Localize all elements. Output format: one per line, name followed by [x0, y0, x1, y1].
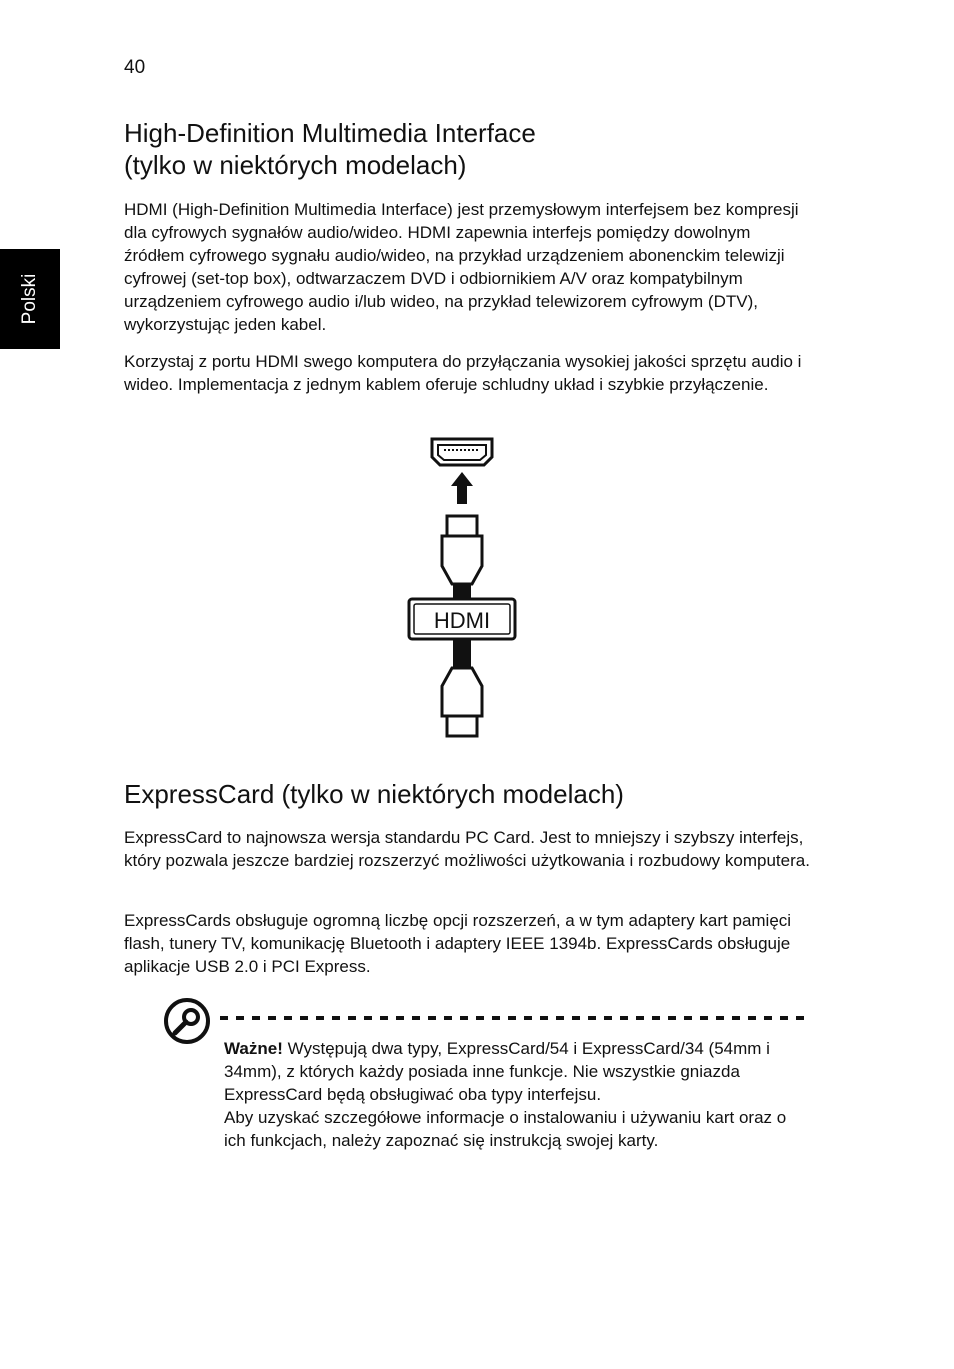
insert-arrow-icon — [451, 472, 473, 504]
hdmi-title-line2: (tylko w niektórych modelach) — [124, 150, 467, 180]
expresscard-paragraph-2: ExpressCards obsługuje ogromną liczbę opcji rozszerzeń, a w tym adaptery kart pamięci flash, tunery TV, komunikację Bluetooth i adaptery IEEE 1394b. ExpressCards obsługuje aplikacje USB 2.0 i PCI Express. — [124, 911, 792, 976]
hdmi-port-icon — [432, 439, 492, 465]
hdmi-plug-bottom-icon — [442, 640, 482, 736]
page-number: 40 — [124, 57, 146, 78]
expresscard-section-title: ExpressCard (tylko w niektórych modelach) — [124, 779, 624, 809]
hdmi-paragraph-1: HDMI (High-Definition Multimedia Interface) jest przemysłowym interfejsem bez kompresji dla cyfrowych sygnałów audio/wideo. HDMI zapewnia interfejs pomiędzy dowolnym źródłem cyfrowego sygnału audio/wideo, na przykład urządzeniem abonenckim telewizji cyfrowej (set-top box), odtwarzaczem DVD i odbiornikiem A/V oraz kompatybilnym urządzeniem cyfrowego audio i/lub wideo, na przykład telewizorem cyfrowym (DTV), wykorzystując jeden kabel. — [124, 200, 799, 334]
language-label: Polski — [19, 273, 40, 325]
important-note-icon — [163, 997, 211, 1045]
note-text-2: Aby uzyskać szczegółowe informacje o instalowaniu i używaniu kart oraz o ich funkcjach, należy zapoznać się instrukcją swojej karty. — [224, 1108, 787, 1150]
hdmi-title-line1: High-Definition Multimedia Interface — [124, 118, 536, 148]
expresscard-paragraph-1: ExpressCard to najnowsza wersja standardu PC Card. Jest to mniejszy i szybszy interfejs, który pozwala jeszcze bardziej rozszerzyć możliwości użytkowania i rozbudowy komputera. — [124, 828, 810, 870]
note-text-1: Występują dwa typy, ExpressCard/54 i ExpressCard/34 (54mm i 34mm), z których każdy posiada inne funkcje. Nie wszystkie gniazda ExpressCard będą obsługiwać oba typy interfejsu. — [224, 1039, 770, 1104]
note-separator — [220, 1015, 808, 1021]
hdmi-plug-top-icon — [442, 516, 482, 598]
language-side-tab — [0, 249, 60, 349]
hdmi-section-title — [124, 117, 536, 181]
important-note — [224, 1037, 804, 1152]
hdmi-paragraph-2: Korzystaj z portu HDMI swego komputera do przyłączania wysokiej jakości sprzętu audio i wideo. Implementacja z jednym kablem oferuje schludny układ i szybkie przyłączenie. — [124, 352, 802, 394]
hdmi-connector-illustration — [400, 432, 525, 742]
note-label: Ważne! — [224, 1039, 283, 1058]
hdmi-label-text: HDMI — [433, 608, 491, 633]
hdmi-label-box — [409, 599, 515, 639]
